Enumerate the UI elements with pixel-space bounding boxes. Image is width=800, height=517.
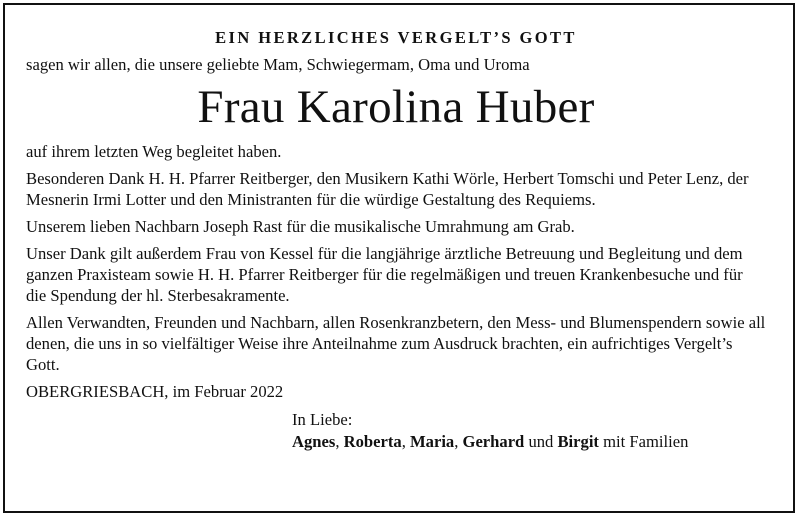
family-name: Gerhard: [462, 432, 525, 451]
family-name: Birgit: [557, 432, 599, 451]
family-name: Maria: [410, 432, 455, 451]
paragraph-thanks-all: Allen Verwandten, Freunden und Nachbarn, allen Rosenkranzbetern, den Mess- und Blumenspendern sowie all denen, die uns in so vielfältiger Weise ihre Anteilnahme zum Ausdruck brachten, ein aufrichtiges Vergelt’s Gott.: [26, 313, 766, 374]
after-name-line: auf ihrem letzten Weg begleitet haben.: [26, 142, 282, 161]
place-date: OBERGRIESBACH, im Februar 2022: [26, 382, 284, 401]
name-separator: ,: [335, 432, 344, 451]
family-name: Agnes: [292, 432, 336, 451]
intro-line: sagen wir allen, die unsere geliebte Mam, Schwiegermam, Oma und Uroma: [26, 55, 530, 74]
and-word: und: [524, 432, 558, 451]
signoff-intro: In Liebe:: [292, 410, 353, 429]
paragraph-thanks-requiem: Besonderen Dank H. H. Pfarrer Reitberger, den Musikern Kathi Wörle, Herbert Tomschi und Peter Lenz, der Mesnerin Irmi Lotter und den Ministranten für die würdige Gestaltung des Requiems.: [26, 169, 749, 209]
signoff-block: [292, 409, 766, 453]
deceased-name: Frau Karolina Huber: [197, 81, 595, 133]
paragraph-thanks-neighbor: Unserem lieben Nachbarn Joseph Rast für die musikalische Umrahmung am Grab.: [26, 217, 575, 236]
paragraph-thanks-doctor: Unser Dank gilt außerdem Frau von Kessel für die langjährige ärztliche Betreuung und Begleitung und dem ganzen Praxisteam sowie H. H. Pfarrer Reitberger für die regelmäßigen und treuen Krankenbesuche und für die Spendung der hl. Sterbesakramente.: [26, 244, 743, 305]
signoff-names: [292, 431, 766, 453]
obituary-thank-you-notice: [26, 28, 766, 453]
family-name: Roberta: [343, 432, 402, 451]
signoff-suffix: mit Familien: [598, 432, 689, 451]
name-separator: ,: [454, 432, 463, 451]
name-separator: ,: [401, 432, 410, 451]
notice-heading: EIN HERZLICHES VERGELT’S GOTT: [215, 28, 577, 47]
